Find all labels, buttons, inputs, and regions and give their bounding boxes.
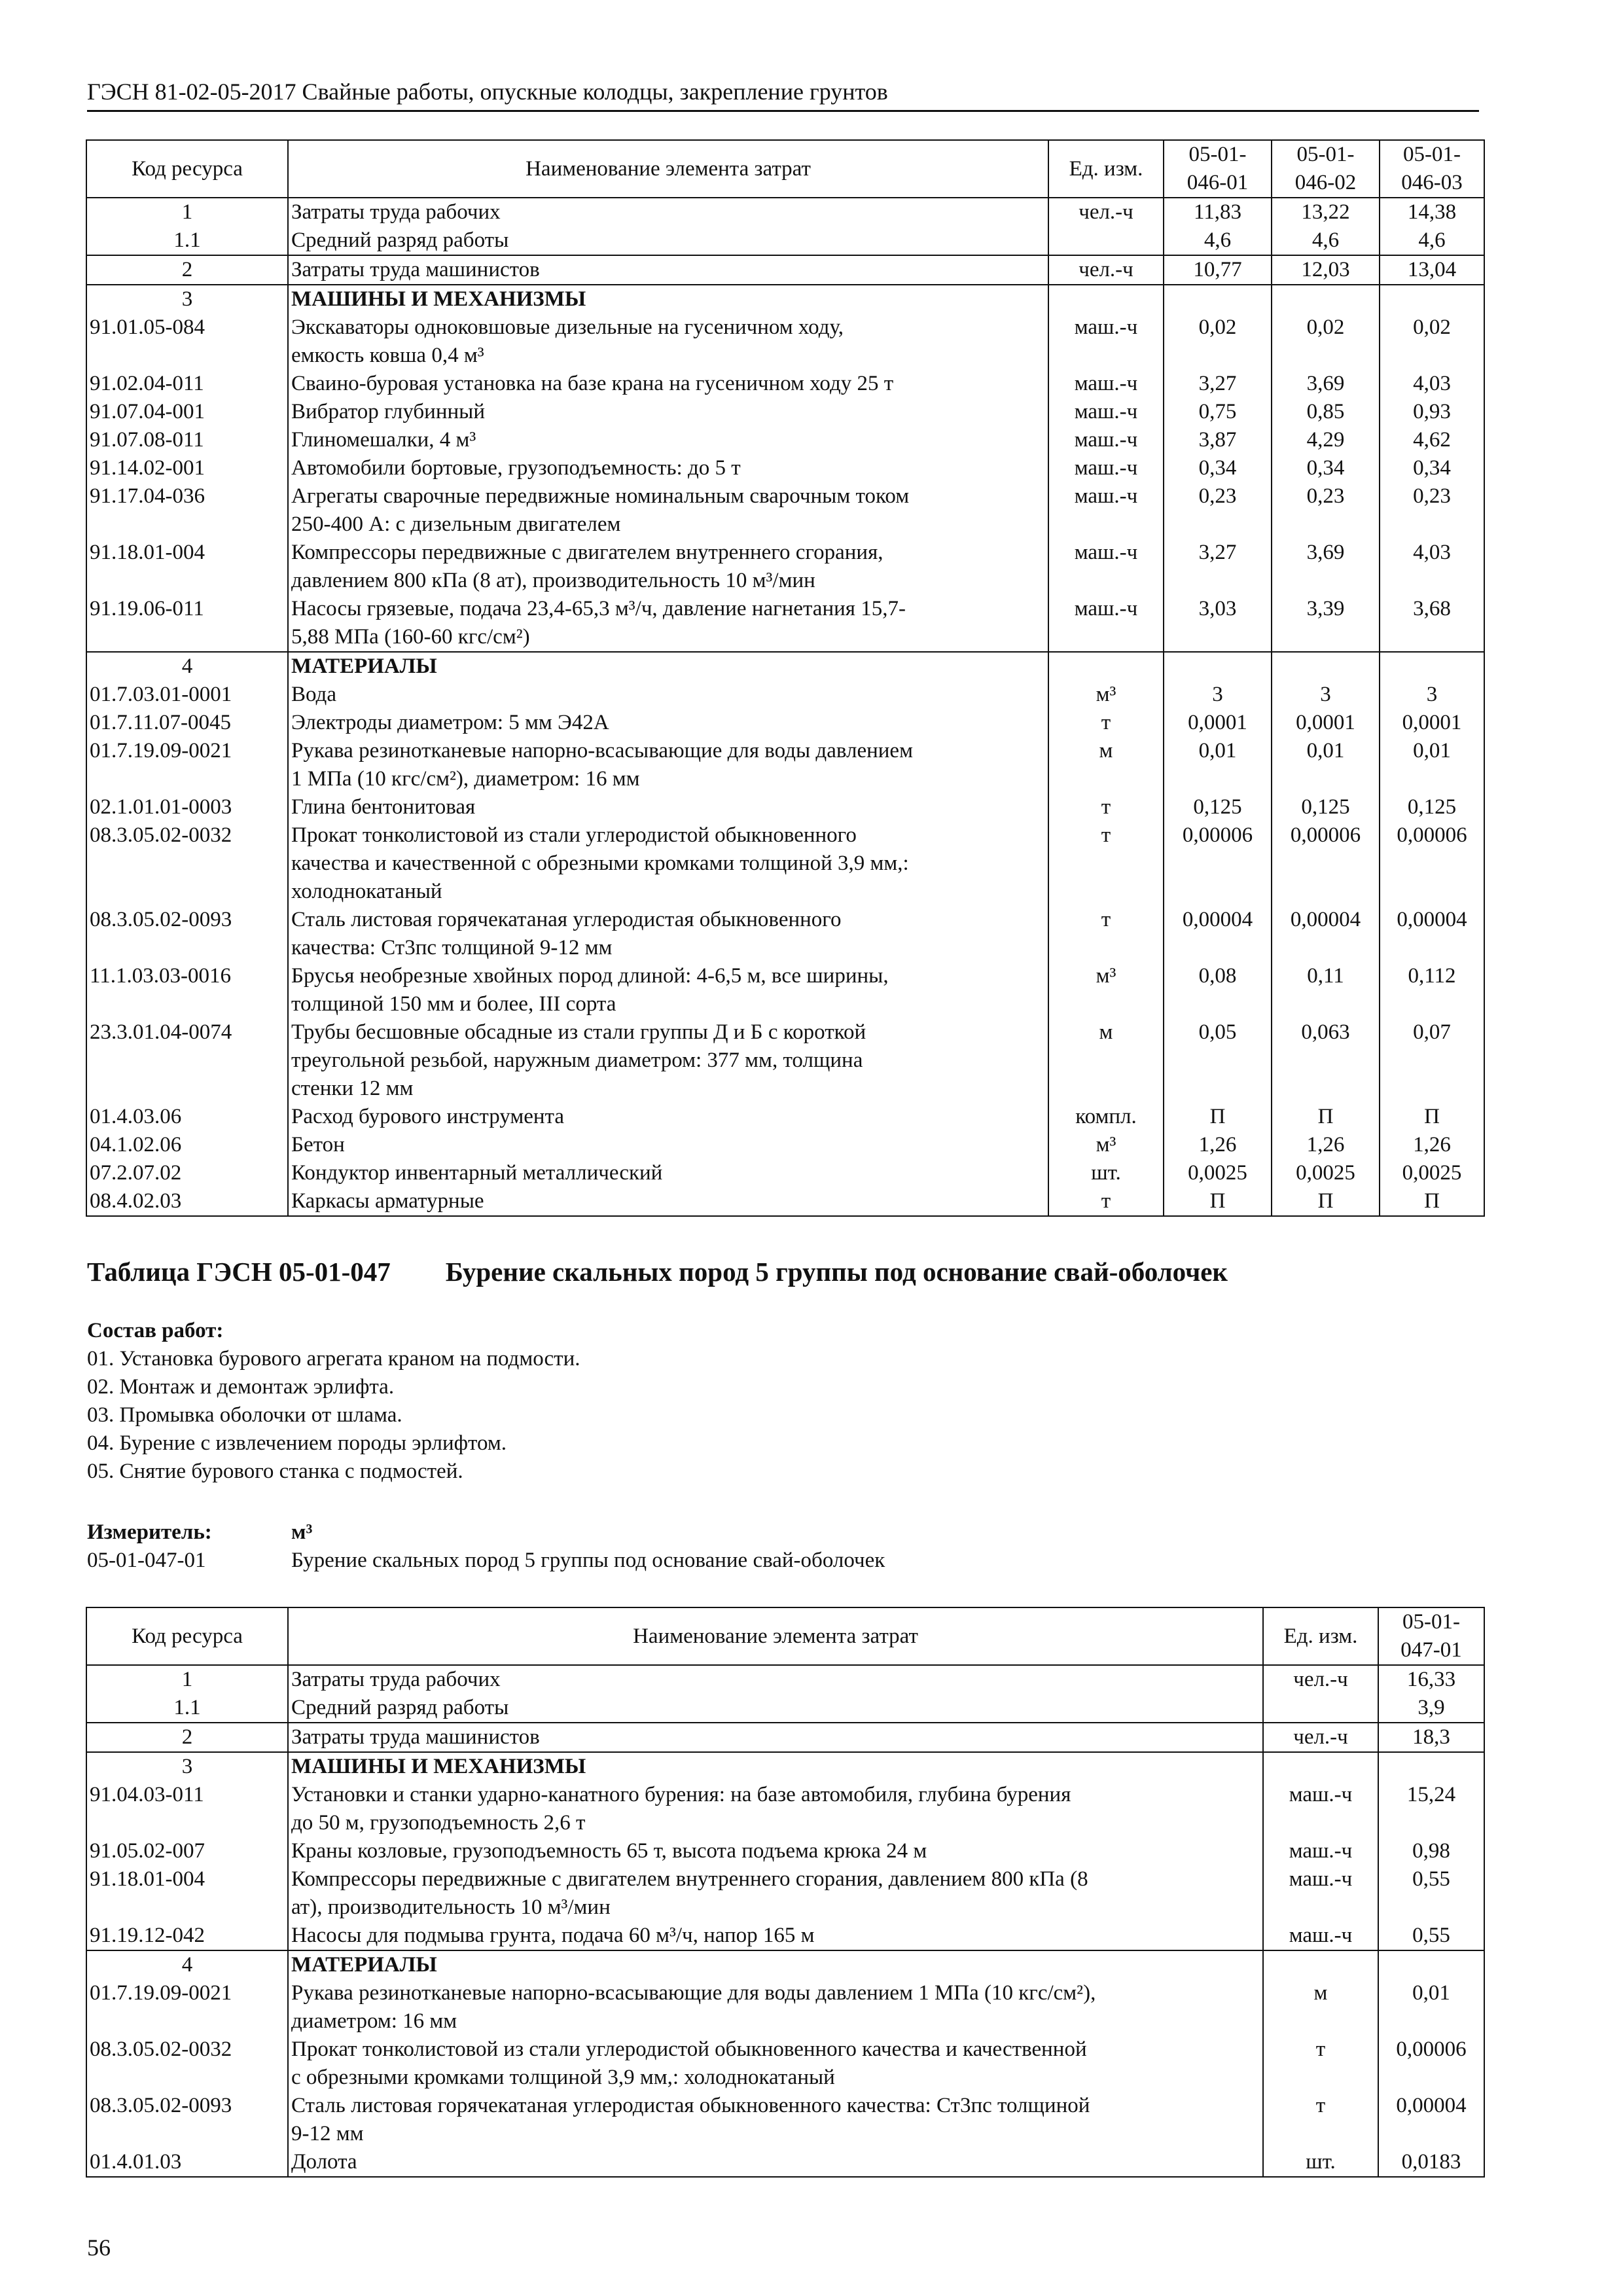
norm-value: 4,6 — [1380, 226, 1484, 255]
norm-value — [1378, 1950, 1484, 1979]
table-row — [86, 398, 1484, 426]
resource-name: Автомобили бортовые, грузоподъемность: до 5 т — [288, 454, 1048, 482]
norm-value — [1164, 285, 1272, 314]
resource-code: 1 — [86, 198, 288, 226]
norm-value: П — [1380, 1187, 1484, 1216]
table-row — [86, 1131, 1484, 1159]
table-title — [87, 1255, 1283, 1288]
column-header: Наименование элемента затрат — [288, 140, 1048, 198]
table-row — [86, 1922, 1484, 1950]
norm-value — [1380, 285, 1484, 314]
norm-value: 0,112 — [1380, 962, 1484, 1018]
norm-value — [1272, 652, 1380, 681]
resource-code: 01.7.11.07-0045 — [86, 709, 288, 737]
norm-value: 3 — [1164, 681, 1272, 709]
table-row — [86, 226, 1484, 255]
table-row — [86, 2092, 1484, 2148]
norm-value: 4,03 — [1380, 539, 1484, 595]
resource-unit: м — [1048, 737, 1164, 793]
norm-value — [1272, 285, 1380, 314]
table-row — [86, 1187, 1484, 1216]
norm-value: 0,0183 — [1378, 2148, 1484, 2177]
meter-label: Измеритель: — [87, 1520, 212, 1544]
work-item: 05. Снятие бурового станка с подмостей. — [87, 1460, 463, 1483]
resource-name: Бетон — [288, 1131, 1048, 1159]
norm-value: 3,68 — [1380, 595, 1484, 652]
resource-name: Долота — [288, 2148, 1263, 2177]
resource-name: Каркасы арматурные — [288, 1187, 1048, 1216]
resource-unit: маш.-ч — [1048, 539, 1164, 595]
norm-value: 0,02 — [1272, 314, 1380, 370]
norm-value: П — [1164, 1103, 1272, 1131]
table-header-row — [86, 140, 1484, 198]
resource-name: Кондуктор инвентарный металлический — [288, 1159, 1048, 1187]
resource-unit: м — [1263, 1979, 1378, 2036]
resource-name: Агрегаты сварочные передвижные номинальным сварочным током 250-400 А: с дизельным двигателем — [288, 482, 1048, 539]
table-body — [86, 198, 1484, 1216]
norm-value: 0,75 — [1164, 398, 1272, 426]
norm-code: 05-01-047-01 — [87, 1549, 206, 1572]
column-header: 05-01- 046-01 — [1164, 140, 1272, 198]
resource-code: 11.1.03.03-0016 — [86, 962, 288, 1018]
table-row — [86, 709, 1484, 737]
resource-unit: маш.-ч — [1048, 454, 1164, 482]
norm-value: 1,26 — [1272, 1131, 1380, 1159]
norm-value: 3,87 — [1164, 426, 1272, 454]
norm-value: П — [1272, 1187, 1380, 1216]
norm-value: 0,08 — [1164, 962, 1272, 1018]
resource-name: МАТЕРИАЛЫ — [288, 1950, 1263, 1979]
table-row — [86, 426, 1484, 454]
resource-name: Глиномешалки, 4 м³ — [288, 426, 1048, 454]
norm-value: 0,98 — [1378, 1837, 1484, 1865]
resource-code: 2 — [86, 255, 288, 285]
work-item: 03. Промывка оболочки от шлама. — [87, 1403, 402, 1427]
table-row — [86, 681, 1484, 709]
resource-unit: маш.-ч — [1263, 1837, 1378, 1865]
norm-value: П — [1380, 1103, 1484, 1131]
column-header: Ед. изм. — [1048, 140, 1164, 198]
resource-unit — [1048, 226, 1164, 255]
table-row — [86, 314, 1484, 370]
resource-unit: чел.-ч — [1263, 1665, 1378, 1694]
table-header-row — [86, 1607, 1484, 1665]
resource-table-046 — [86, 139, 1485, 1217]
resource-name: Прокат тонколистовой из стали углеродистой обыкновенного качества и качественной с обрезными кромками толщиной 3,9 мм,: холоднокатаный — [288, 2036, 1263, 2092]
table-row — [86, 1752, 1484, 1781]
meter-block — [87, 1518, 885, 1575]
table-row — [86, 1865, 1484, 1922]
norm-value: 0,11 — [1272, 962, 1380, 1018]
table-row — [86, 1723, 1484, 1752]
resource-unit: шт. — [1263, 2148, 1378, 2177]
table-row — [86, 2148, 1484, 2177]
norm-value: 0,34 — [1380, 454, 1484, 482]
resource-unit: чел.-ч — [1263, 1723, 1378, 1752]
norm-value: 3 — [1272, 681, 1380, 709]
resource-name: МАТЕРИАЛЫ — [288, 652, 1048, 681]
resource-code: 01.4.03.06 — [86, 1103, 288, 1131]
norm-value: П — [1164, 1187, 1272, 1216]
resource-code: 08.3.05.02-0093 — [86, 2092, 288, 2148]
norm-value: 14,38 — [1380, 198, 1484, 226]
norm-value: 3 — [1380, 681, 1484, 709]
running-header: ГЭСН 81-02-05-2017 Свайные работы, опускные колодцы, закрепление грунтов — [87, 77, 1479, 112]
resource-unit: чел.-ч — [1048, 255, 1164, 285]
norm-value: 0,02 — [1380, 314, 1484, 370]
resource-unit: маш.-ч — [1048, 595, 1164, 652]
resource-unit: компл. — [1048, 1103, 1164, 1131]
work-item: 01. Установка бурового агрегата краном на подмости. — [87, 1347, 580, 1371]
resource-name: Установки и станки ударно-канатного бурения: на базе автомобиля, глубина бурения до 50 м, грузоподъемность 2,6 т — [288, 1781, 1263, 1837]
table-row — [86, 737, 1484, 793]
resource-name: Вода — [288, 681, 1048, 709]
table-row — [86, 285, 1484, 314]
resource-unit: маш.-ч — [1048, 370, 1164, 398]
resource-unit: маш.-ч — [1263, 1922, 1378, 1950]
resource-name: Экскаваторы одноковшовые дизельные на гусеничном ходу, емкость ковша 0,4 м³ — [288, 314, 1048, 370]
norm-value: 0,55 — [1378, 1922, 1484, 1950]
resource-name: Брусья необрезные хвойных пород длиной: 4-6,5 м, все ширины, толщиной 150 мм и более, III сорта — [288, 962, 1048, 1018]
resource-unit — [1263, 1950, 1378, 1979]
norm-value — [1378, 1752, 1484, 1781]
norm-value: 1,26 — [1164, 1131, 1272, 1159]
norm-value: 0,05 — [1164, 1018, 1272, 1103]
table-row — [86, 255, 1484, 285]
resource-code: 01.7.19.09-0021 — [86, 737, 288, 793]
table-row — [86, 1694, 1484, 1723]
resource-code: 91.07.08-011 — [86, 426, 288, 454]
resource-unit: м — [1048, 1018, 1164, 1103]
table-row — [86, 595, 1484, 652]
norm-value: 0,00004 — [1378, 2092, 1484, 2148]
norm-value: 0,01 — [1164, 737, 1272, 793]
resource-unit: т — [1048, 821, 1164, 906]
resource-name: Компрессоры передвижные с двигателем внутреннего сгорания, давлением 800 кПа (8 ат), производительность 10 м³/мин — [288, 539, 1048, 595]
resource-name: Затраты труда машинистов — [288, 1723, 1263, 1752]
table-body — [86, 1665, 1484, 2177]
table-title-name: Бурение скальных пород 5 группы под основание свай-оболочек — [445, 1257, 1228, 1287]
table-row — [86, 1018, 1484, 1103]
resource-unit: маш.-ч — [1048, 398, 1164, 426]
resource-name: Насосы для подмыва грунта, подача 60 м³/ч, напор 165 м — [288, 1922, 1263, 1950]
norm-value: 0,01 — [1272, 737, 1380, 793]
resource-name: Средний разряд работы — [288, 226, 1048, 255]
resource-code: 08.4.02.03 — [86, 1187, 288, 1216]
norm-value: 0,063 — [1272, 1018, 1380, 1103]
resource-name: МАШИНЫ И МЕХАНИЗМЫ — [288, 1752, 1263, 1781]
resource-code: 3 — [86, 285, 288, 314]
resource-unit: т — [1263, 2092, 1378, 2148]
resource-name: Сваино-буровая установка на базе крана на гусеничном ходу 25 т — [288, 370, 1048, 398]
table-row — [86, 1159, 1484, 1187]
resource-name: Сталь листовая горячекатаная углеродистая обыкновенного качества: Ст3пс толщиной 9-12 мм — [288, 2092, 1263, 2148]
resource-unit — [1263, 1694, 1378, 1723]
resource-unit: шт. — [1048, 1159, 1164, 1187]
resource-code: 91.18.01-004 — [86, 1865, 288, 1922]
norm-value: 0,0001 — [1164, 709, 1272, 737]
resource-code: 91.19.06-011 — [86, 595, 288, 652]
norm-value: 13,22 — [1272, 198, 1380, 226]
resource-code: 04.1.02.06 — [86, 1131, 288, 1159]
norm-value: 4,03 — [1380, 370, 1484, 398]
work-heading: Состав работ: — [87, 1319, 224, 1342]
column-header: Ед. изм. — [1263, 1607, 1378, 1665]
resource-code: 2 — [86, 1723, 288, 1752]
table-row — [86, 652, 1484, 681]
norm-value: 16,33 — [1378, 1665, 1484, 1694]
norm-value: 3,39 — [1272, 595, 1380, 652]
norm-value: 0,07 — [1380, 1018, 1484, 1103]
norm-value: 0,00004 — [1164, 906, 1272, 962]
norm-value: 0,55 — [1378, 1865, 1484, 1922]
norm-description: Бурение скальных пород 5 группы под основание свай-оболочек — [291, 1549, 885, 1572]
norm-value — [1380, 652, 1484, 681]
norm-value: 10,77 — [1164, 255, 1272, 285]
resource-code: 1.1 — [86, 226, 288, 255]
column-header: 05-01- 047-01 — [1378, 1607, 1484, 1665]
resource-unit: т — [1048, 906, 1164, 962]
resource-name: Затраты труда рабочих — [288, 1665, 1263, 1694]
resource-name: Электроды диаметром: 5 мм Э42А — [288, 709, 1048, 737]
resource-name: Затраты труда машинистов — [288, 255, 1048, 285]
norm-value: 0,125 — [1164, 793, 1272, 821]
norm-value: 12,03 — [1272, 255, 1380, 285]
resource-name: Краны козловые, грузоподъемность 65 т, высота подъема крюка 24 м — [288, 1837, 1263, 1865]
resource-name: Трубы бесшовные обсадные из стали группы Д и Б с короткой треугольной резьбой, наружным диаметром: 377 мм, толщина стенки 12 мм — [288, 1018, 1048, 1103]
resource-name: Затраты труда рабочих — [288, 198, 1048, 226]
column-header: 05-01- 046-02 — [1272, 140, 1380, 198]
resource-code: 4 — [86, 652, 288, 681]
resource-name: Рукава резинотканевые напорно-всасывающие для воды давлением 1 МПа (10 кгс/см²), диаметром: 16 мм — [288, 737, 1048, 793]
table-row — [86, 539, 1484, 595]
resource-unit: маш.-ч — [1048, 426, 1164, 454]
table-row — [86, 1837, 1484, 1865]
resource-code: 4 — [86, 1950, 288, 1979]
resource-code: 91.01.05-084 — [86, 314, 288, 370]
table-row — [86, 1665, 1484, 1694]
resource-unit: т — [1048, 793, 1164, 821]
table-row — [86, 454, 1484, 482]
column-header: Код ресурса — [86, 1607, 288, 1665]
norm-value: 0,0001 — [1380, 709, 1484, 737]
table-row — [86, 906, 1484, 962]
norm-value: П — [1272, 1103, 1380, 1131]
resource-code: 1 — [86, 1665, 288, 1694]
norm-value: 0,01 — [1380, 737, 1484, 793]
norm-value: 13,04 — [1380, 255, 1484, 285]
table-row — [86, 198, 1484, 226]
norm-value: 0,85 — [1272, 398, 1380, 426]
norm-value: 15,24 — [1378, 1781, 1484, 1837]
resource-code: 91.02.04-011 — [86, 370, 288, 398]
norm-value: 18,3 — [1378, 1723, 1484, 1752]
resource-code: 01.7.03.01-0001 — [86, 681, 288, 709]
column-header: Наименование элемента затрат — [288, 1607, 1263, 1665]
resource-code: 91.14.02-001 — [86, 454, 288, 482]
resource-code: 91.05.02-007 — [86, 1837, 288, 1865]
resource-code: 08.3.05.02-0032 — [86, 2036, 288, 2092]
resource-name: Расход бурового инструмента — [288, 1103, 1048, 1131]
norm-value: 0,34 — [1272, 454, 1380, 482]
resource-unit: маш.-ч — [1263, 1865, 1378, 1922]
norm-value: 3,69 — [1272, 539, 1380, 595]
norm-value: 0,125 — [1272, 793, 1380, 821]
resource-code: 91.18.01-004 — [86, 539, 288, 595]
norm-value: 11,83 — [1164, 198, 1272, 226]
resource-code: 23.3.01.04-0074 — [86, 1018, 288, 1103]
table-row — [86, 1979, 1484, 2036]
resource-unit: т — [1048, 1187, 1164, 1216]
table-row — [86, 1950, 1484, 1979]
resource-unit — [1048, 652, 1164, 681]
resource-code: 08.3.05.02-0032 — [86, 821, 288, 906]
norm-value: 0,23 — [1164, 482, 1272, 539]
norm-value: 0,0025 — [1164, 1159, 1272, 1187]
table-row — [86, 482, 1484, 539]
resource-code: 01.7.19.09-0021 — [86, 1979, 288, 2036]
resource-code: 01.4.01.03 — [86, 2148, 288, 2177]
norm-value: 4,62 — [1380, 426, 1484, 454]
norm-value: 0,00006 — [1164, 821, 1272, 906]
resource-code: 91.19.12-042 — [86, 1922, 288, 1950]
table-row — [86, 962, 1484, 1018]
norm-value: 0,00006 — [1272, 821, 1380, 906]
resource-unit — [1048, 285, 1164, 314]
norm-value: 3,9 — [1378, 1694, 1484, 1723]
resource-name: Сталь листовая горячекатаная углеродистая обыкновенного качества: Ст3пс толщиной 9-12 мм — [288, 906, 1048, 962]
table-row — [86, 370, 1484, 398]
norm-value: 0,0001 — [1272, 709, 1380, 737]
resource-name: Рукава резинотканевые напорно-всасывающие для воды давлением 1 МПа (10 кгс/см²), диаметром: 16 мм — [288, 1979, 1263, 2036]
norm-value: 3,27 — [1164, 370, 1272, 398]
norm-value: 0,01 — [1378, 1979, 1484, 2036]
resource-unit: т — [1048, 709, 1164, 737]
table-row — [86, 2036, 1484, 2092]
norm-value: 0,23 — [1272, 482, 1380, 539]
norm-value: 0,02 — [1164, 314, 1272, 370]
norm-value: 4,6 — [1272, 226, 1380, 255]
resource-unit: маш.-ч — [1048, 314, 1164, 370]
resource-code: 07.2.07.02 — [86, 1159, 288, 1187]
table-row — [86, 793, 1484, 821]
resource-unit: маш.-ч — [1263, 1781, 1378, 1837]
resource-name: Глина бентонитовая — [288, 793, 1048, 821]
norm-value: 0,93 — [1380, 398, 1484, 426]
resource-name: Компрессоры передвижные с двигателем внутреннего сгорания, давлением 800 кПа (8 ат), производительность 10 м³/мин — [288, 1865, 1263, 1922]
meter-unit: м³ — [291, 1520, 313, 1544]
norm-value: 3,03 — [1164, 595, 1272, 652]
resource-unit — [1263, 1752, 1378, 1781]
column-header: Код ресурса — [86, 140, 288, 198]
resource-table-047 — [86, 1607, 1485, 2178]
resource-code: 3 — [86, 1752, 288, 1781]
norm-value: 0,00006 — [1378, 2036, 1484, 2092]
resource-code: 91.07.04-001 — [86, 398, 288, 426]
norm-value: 0,125 — [1380, 793, 1484, 821]
norm-value: 0,00006 — [1380, 821, 1484, 906]
resource-code: 1.1 — [86, 1694, 288, 1723]
resource-name: Средний разряд работы — [288, 1694, 1263, 1723]
norm-value: 0,0025 — [1272, 1159, 1380, 1187]
resource-unit: маш.-ч — [1048, 482, 1164, 539]
resource-code: 91.04.03-011 — [86, 1781, 288, 1837]
table-row — [86, 1781, 1484, 1837]
resource-unit: м³ — [1048, 1131, 1164, 1159]
resource-code: 02.1.01.01-0003 — [86, 793, 288, 821]
norm-value: 1,26 — [1380, 1131, 1484, 1159]
column-header: 05-01- 046-03 — [1380, 140, 1484, 198]
norm-value — [1164, 652, 1272, 681]
table-row — [86, 821, 1484, 906]
norm-value: 0,00004 — [1272, 906, 1380, 962]
norm-value: 4,6 — [1164, 226, 1272, 255]
resource-unit: м³ — [1048, 962, 1164, 1018]
norm-value: 0,00004 — [1380, 906, 1484, 962]
norm-value: 0,0025 — [1380, 1159, 1484, 1187]
work-item: 02. Монтаж и демонтаж эрлифта. — [87, 1375, 395, 1399]
resource-unit: чел.-ч — [1048, 198, 1164, 226]
resource-name: Насосы грязевые, подача 23,4-65,3 м³/ч, давление нагнетания 15,7- 5,88 МПа (160-60 кгс/см²) — [288, 595, 1048, 652]
norm-value: 0,34 — [1164, 454, 1272, 482]
work-composition — [87, 1317, 580, 1486]
page-number: 56 — [87, 2234, 111, 2261]
norm-value: 3,27 — [1164, 539, 1272, 595]
resource-name: МАШИНЫ И МЕХАНИЗМЫ — [288, 285, 1048, 314]
norm-value: 3,69 — [1272, 370, 1380, 398]
table-row — [86, 1103, 1484, 1131]
resource-name: Прокат тонколистовой из стали углеродистой обыкновенного качества и качественной с обрезными кромками толщиной 3,9 мм,: холоднокатаный — [288, 821, 1048, 906]
table-title-label: Таблица ГЭСН 05-01-047 — [87, 1257, 391, 1287]
norm-value: 0,23 — [1380, 482, 1484, 539]
norm-value: 4,29 — [1272, 426, 1380, 454]
resource-name: Вибратор глубинный — [288, 398, 1048, 426]
resource-code: 91.17.04-036 — [86, 482, 288, 539]
resource-unit: м³ — [1048, 681, 1164, 709]
resource-code: 08.3.05.02-0093 — [86, 906, 288, 962]
resource-unit: т — [1263, 2036, 1378, 2092]
work-item: 04. Бурение с извлечением породы эрлифтом. — [87, 1431, 507, 1455]
